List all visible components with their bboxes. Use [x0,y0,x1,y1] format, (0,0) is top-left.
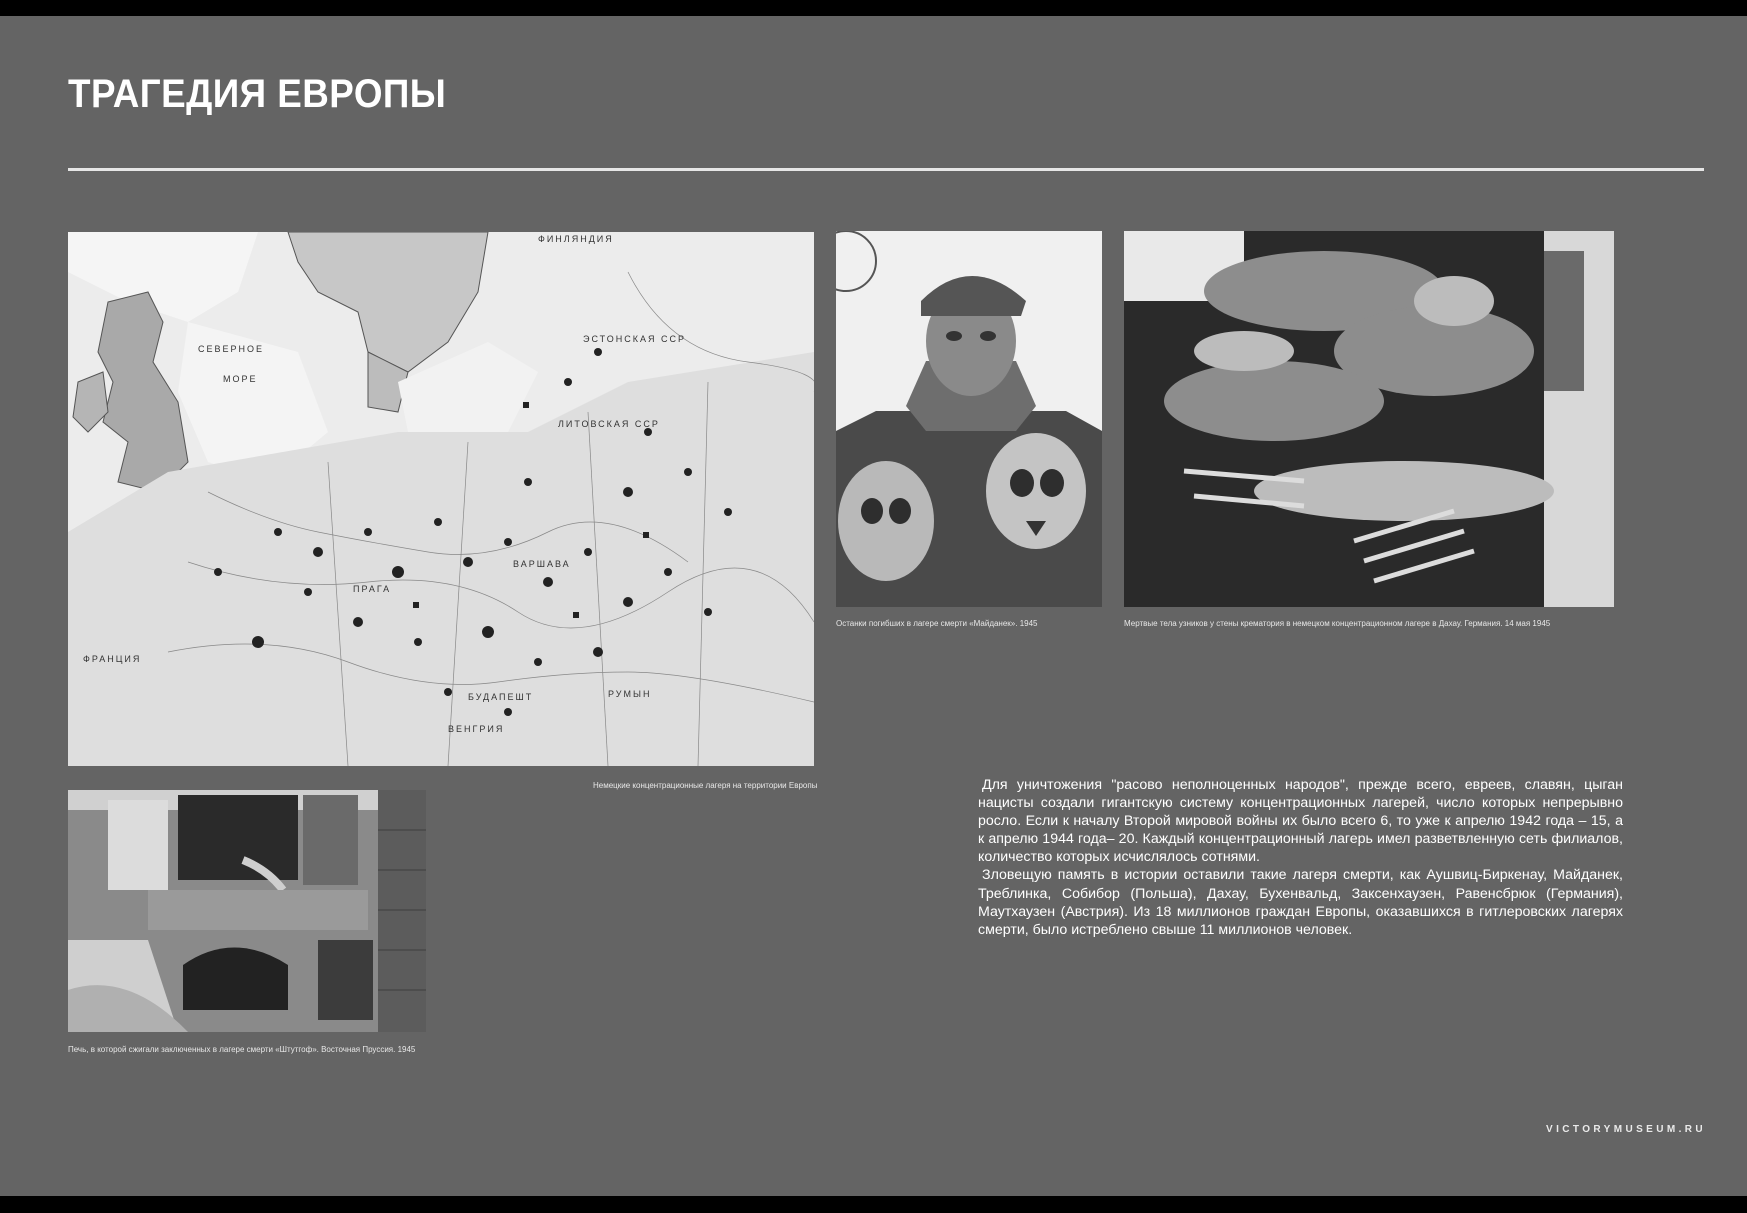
dachau-caption: Мертвые тела узников у стены крематория в немецком концентрационном лагере в Дахау. Германия. 14 мая 1945 [1124,619,1551,628]
page-title: ТРАГЕДИЯ ЕВРОПЫ [68,72,447,116]
site-footer: VICTORYMUSEUM.RU [1546,1124,1706,1135]
description-text [978,776,1623,939]
map-label: ПРАГА [353,584,392,594]
map-label: РУМЫН [608,689,652,699]
map-label: ВАРШАВА [513,559,571,569]
map-label: ВЕНГРИЯ [448,724,505,734]
map-label: СЕВЕРНОЕ [198,344,265,354]
majdanek-photo [836,231,1102,607]
map-label: ЭСТОНСКАЯ ССР [583,334,687,344]
majdanek-caption: Останки погибших в лагере смерти «Майданек». 1945 [836,619,1038,628]
map-label: ФИНЛЯНДИЯ [538,234,614,244]
map-label: БУДАПЕШТ [468,692,534,702]
concentration-camps-map [68,232,814,766]
map-label: МОРЕ [223,374,258,384]
map-caption: Немецкие концентрационные лагеря на территории Европы [593,781,818,790]
map-label: ФРАНЦИЯ [83,654,142,664]
dachau-photo [1124,231,1614,607]
map-label: ЛИТОВСКАЯ ССР [558,419,660,429]
stutthof-photo [68,790,426,1032]
title-divider [68,168,1704,171]
description-paragraph: Зловещую память в истории оставили такие лагеря смерти, как Аушвиц-Биркенау, Майданек, Треблинка, Собибор (Польша), Дахау, Бухенвальд, Заксенхаузен, Равенсбрюк (Германия), Маутхаузен (Австрия). Из 18 миллионов граждан Европы, оказавшихся в гитлеровских лагерях смерти, было истреблено свыше 11 миллионов человек. [978,867,1623,938]
stutthof-caption: Печь, в которой сжигали заключенных в лагере смерти «Штутгоф». Восточная Пруссия. 1945 [68,1045,416,1054]
description-paragraph: Для уничтожения "расово неполноценных народов", прежде всего, евреев, славян, цыган нацисты создали гигантскую систему концентрационных лагерей, число которых непрерывно росло. Если к началу Второй мировой войны их было всего 6, то уже к апрелю 1942 года – 15, а к апрелю 1944 года– 20. Каждый концентрационный лагерь имел разветвленную сеть филиалов, количество которых исчислялось сотнями. [978,777,1623,866]
